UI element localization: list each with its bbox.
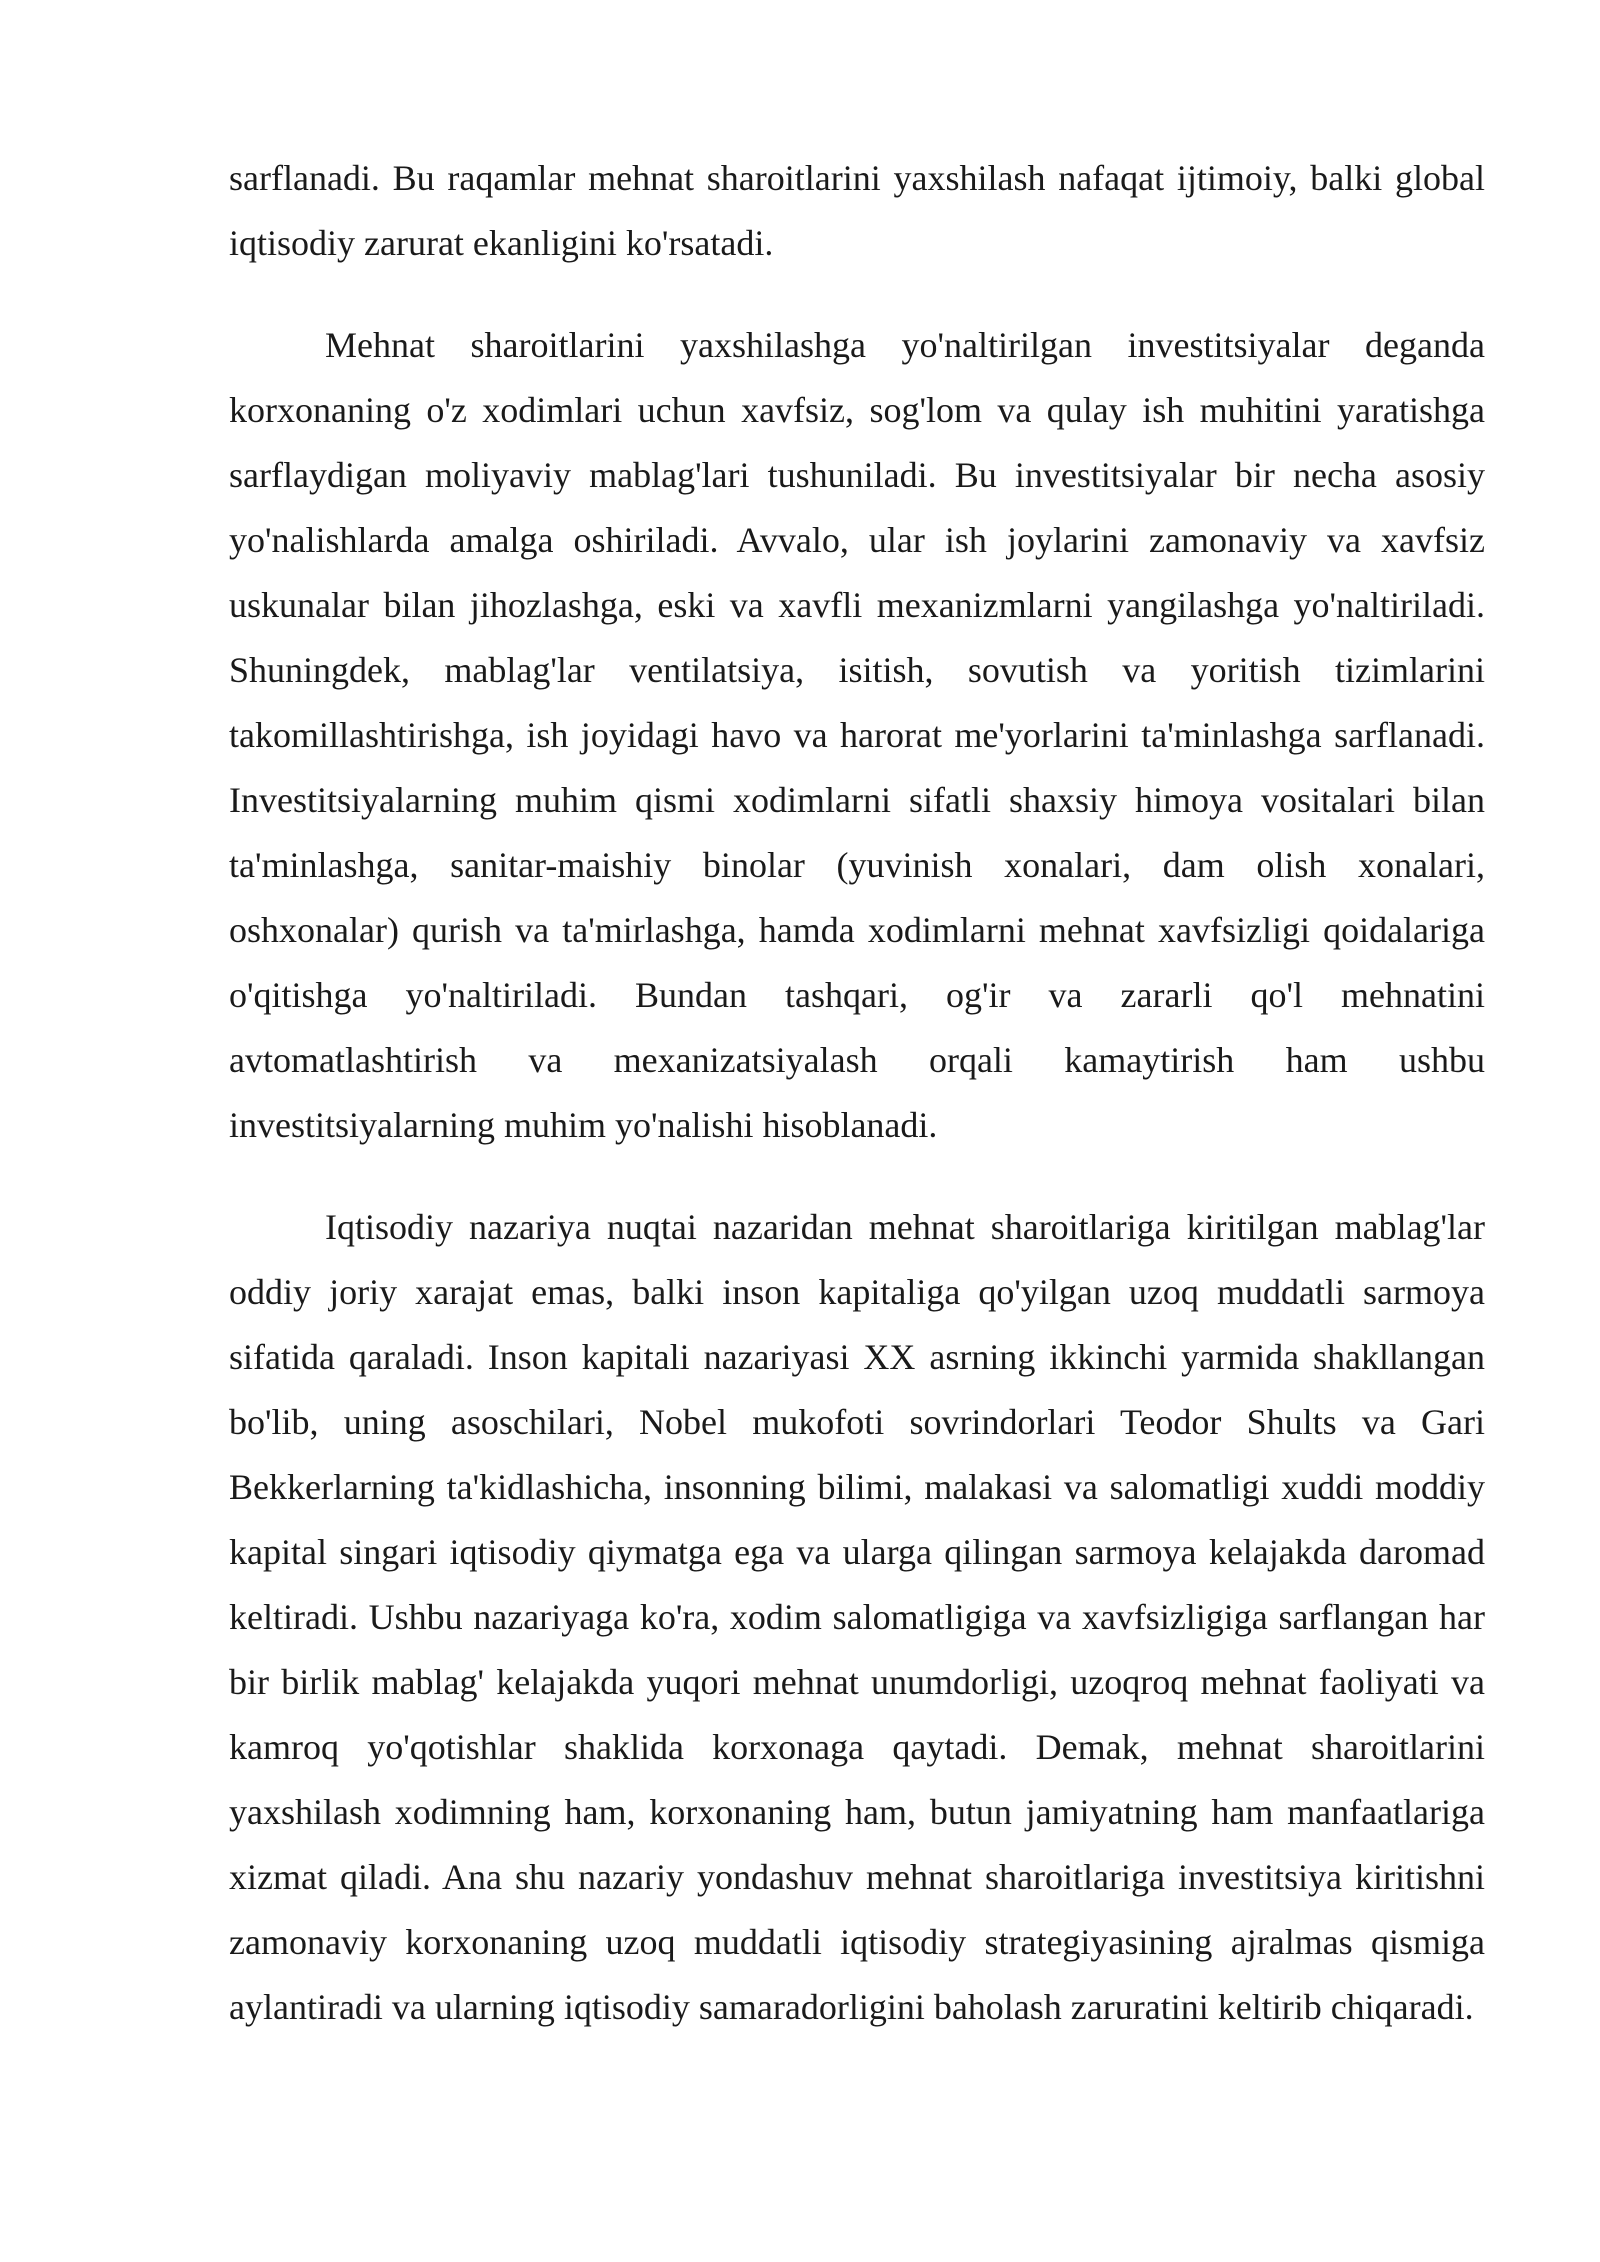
paragraph-human-capital-theory: Iqtisodiy nazariya nuqtai nazaridan mehnat sharoitlariga kiritilgan mablag'lar oddiy joriy xarajat emas, balki inson kapitaliga qo'yilgan uzoq muddatli sarmoya sifatida qaraladi. Inson kapitali nazariyasi XX asrning ikkinchi yarmida shakllangan bo'lib, uning asoschilari, Nobel mukofoti sovrindorlari Teodor Shults va Gari Bekkerlarning ta'kidlashicha, insonning bilimi, malakasi va salomatligi xuddi moddiy kapital singari iqtisodiy qiymatga ega va ularga qilingan sarmoya kelajakda daromad keltiradi. Ushbu nazariyaga ko'ra, xodim salomatligiga va xavfsizligiga sarflangan har bir birlik mablag' kelajakda yuqori mehnat unumdorligi, uzoqroq mehnat faoliyati va kamroq yo'qotishlar shaklida korxonaga qaytadi. Demak, mehnat sharoitlarini yaxshilash xodimning ham, korxonaning ham, butun jamiyatning ham manfaatlariga xizmat qiladi. Ana shu nazariy yondashuv mehnat sharoitlariga investitsiya kiritishni zamonaviy korxonaning uzoq muddatli iqtisodiy strategiyasining ajralmas qismiga aylantiradi va ularning iqtisodiy samaradorligini baholash zaruratini keltirib chiqaradi. — [229, 1207, 1485, 2027]
paragraph-continuation: sarflanadi. Bu raqamlar mehnat sharoitlarini yaxshilash nafaqat ijtimoiy, balki global iqtisodiy zarurat ekanligini ko'rsatadi. — [229, 158, 1485, 263]
document-body — [229, 146, 1485, 2077]
paragraph-investments-definition: Mehnat sharoitlarini yaxshilashga yo'naltirilgan investitsiyalar deganda korxonaning o'z xodimlari uchun xavfsiz, sog'lom va qulay ish muhitini yaratishga sarflaydigan moliyaviy mablag'lari tushuniladi. Bu investitsiyalar bir necha asosiy yo'nalishlarda amalga oshiriladi. Avvalo, ular ish joylarini zamonaviy va xavfsiz uskunalar bilan jihozlashga, eski va xavfli mexanizmlarni yangilashga yo'naltiriladi. Shuningdek, mablag'lar ventilatsiya, isitish, sovutish va yoritish tizimlarini takomillashtirishga, ish joyidagi havo va harorat me'yorlarini ta'minlashga sarflanadi. Investitsiyalarning muhim qismi xodimlarni sifatli shaxsiy himoya vositalari bilan ta'minlashga, sanitar-maishiy binolar (yuvinish xonalari, dam olish xonalari, oshxonalar) qurish va ta'mirlashga, hamda xodimlarni mehnat xavfsizligi qoidalariga o'qitishga yo'naltiriladi. Bundan tashqari, og'ir va zararli qo'l mehnatini avtomatlashtirish va mexanizatsiyalash orqali kamaytirish ham ushbu investitsiyalarning muhim yo'nalishi hisoblanadi. — [229, 325, 1485, 1145]
